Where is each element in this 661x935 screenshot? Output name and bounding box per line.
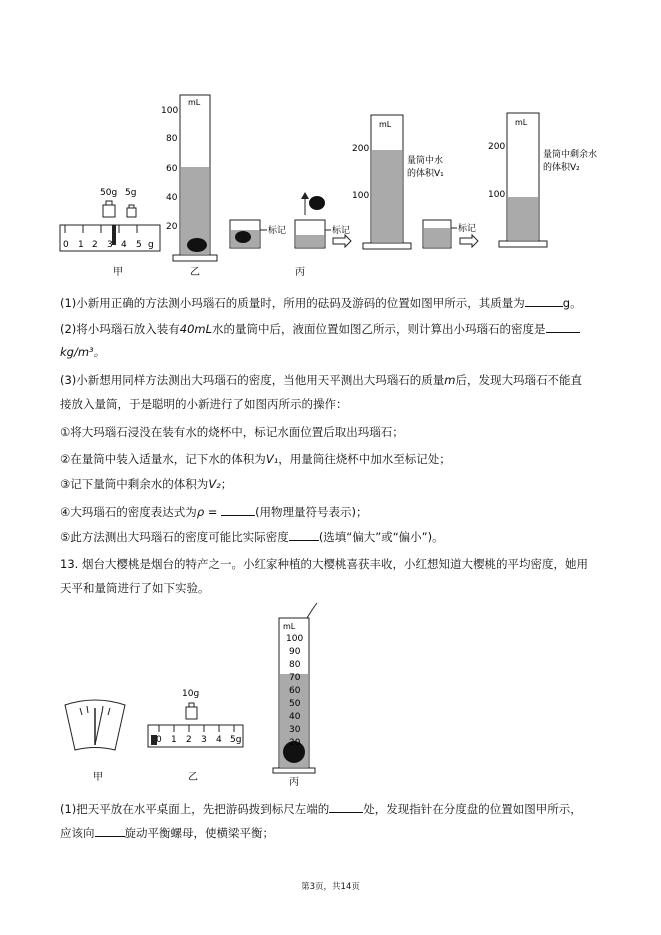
cyl-tick: 200 [352, 144, 370, 154]
q12-part3: (3)小新想用同样方法测出大玛瑙石的密度，当他用天平测出大玛瑙石的质量m后，发现大玛瑙石不能直 [60, 373, 582, 387]
beam-scale [60, 225, 160, 251]
scale-tick: 2 [186, 735, 192, 745]
scale-tick: 5g [230, 735, 242, 745]
cyl-tick: 30 [289, 725, 301, 735]
scale-tick: 4 [216, 735, 222, 745]
answer-blank[interactable] [525, 294, 563, 307]
cyl-tick: 60 [166, 164, 178, 174]
q12-step1: ①将大玛瑙石浸没在装有水的烧杯中，标记水面位置后取出玛瑙石； [60, 425, 404, 439]
cyl-tick: 60 [289, 686, 301, 696]
page-footer: 第3页，共14页 [301, 882, 360, 892]
label-yi: 乙 [188, 772, 198, 783]
cyl-tick: 200 [488, 142, 506, 152]
cyl-tick: 90 [289, 647, 301, 657]
weight-50g [103, 201, 115, 217]
q12-part1: (1)小新用正确的方法测小玛瑙石的质量时，所用的砝码及游码的位置如图甲所示，其质量为 g。 [60, 296, 582, 310]
cyl-tick: 100 [286, 634, 304, 644]
mark-label: 标记 [458, 224, 477, 234]
scale-tick: 3 [201, 735, 207, 745]
label-bing: 丙 [295, 267, 305, 278]
cyl-tick: 40 [289, 712, 301, 722]
answer-blank[interactable] [289, 528, 319, 541]
cyl-tick: 50 [289, 699, 301, 709]
cyl-tick: 20 [166, 222, 178, 232]
cyl-tick: 100 [161, 106, 179, 116]
answer-blank[interactable] [546, 320, 580, 333]
scale-tick: 5 [136, 240, 142, 250]
cylinder-unit: mL [283, 622, 296, 631]
balance-dial [65, 700, 125, 750]
scale-tick: 1 [78, 240, 84, 250]
q12-step2: ②在量筒中装入适量水，记下水的体积为V₁，用量筒往烧杯中加水至标记处； [60, 452, 451, 466]
beam-scale-2 [148, 725, 243, 747]
weight-50g-label: 50g [100, 188, 118, 198]
q12-step3: ③记下量筒中剩余水的体积为V₂； [60, 477, 233, 491]
beaker-1 [230, 220, 286, 248]
mark-label: 标记 [332, 226, 351, 236]
q12-step5: ⑤此方法测出大玛瑙石的密度可能比实际密度 (选填“偏大”或“偏小”)。 [60, 530, 444, 544]
label-jia: 甲 [93, 772, 103, 783]
q13-intro-cont: 天平和量筒进行了如下实验。 [60, 581, 210, 595]
label-bing: 丙 [289, 777, 299, 788]
cyl-tick: 100 [352, 191, 370, 201]
q12-part3-cont: 接放入量筒，于是聪明的小新进行了如图丙所示的操作： [60, 397, 348, 411]
label-jia: 甲 [113, 267, 123, 278]
scale-tick: 2 [92, 240, 98, 250]
cyl-tick: 20 [289, 738, 301, 748]
scale-tick: 0 [156, 735, 162, 745]
cyl-tick: 70 [289, 673, 301, 683]
cylinder-bing [273, 603, 317, 773]
q12-step4: ④大玛瑙石的密度表达式为ρ = (用物理量符号表示)； [60, 505, 368, 519]
answer-blank[interactable] [329, 800, 363, 813]
mark-label: 标记 [268, 226, 287, 236]
caption-v1: 量筒中水 的体积V₁ [407, 156, 444, 179]
scale-unit: g [148, 240, 154, 250]
cyl-tick: 40 [166, 193, 178, 203]
figure-2 [55, 600, 355, 790]
q12-part2-unit: kg/m³。 [60, 345, 106, 359]
answer-blank[interactable] [95, 824, 125, 837]
weight-10g-label: 10g [182, 689, 200, 699]
weight-10g [186, 703, 197, 719]
q13-part1: (1)把天平放在水平桌面上，先把游码拨到标尺左端的 处，发现指针在分度盘的位置如图甲所示， [60, 802, 582, 816]
cylinder-unit: mL [515, 118, 528, 127]
cylinder-yi [161, 95, 217, 261]
weight-5g-label: 5g [125, 188, 137, 198]
cyl-tick: 80 [166, 134, 178, 144]
scale-tick: 1 [171, 735, 177, 745]
scale-tick: 4 [121, 240, 127, 250]
scale-tick: 0 [63, 240, 69, 250]
cylinder-unit: mL [379, 120, 392, 129]
answer-blank[interactable] [221, 503, 255, 516]
cyl-tick: 100 [488, 190, 506, 200]
q12-part2: (2)将小玛瑙石放入装有40mL水的量筒中后，液面位置如图乙所示，则计算出小玛瑙石的密度是 [60, 320, 580, 337]
label-yi: 乙 [190, 267, 200, 278]
beaker-3 [423, 220, 478, 248]
weight-5g [127, 205, 136, 217]
cylinder-v2 [488, 113, 600, 247]
caption-v2: 量筒中剩余水 的体积V₂ [543, 150, 598, 173]
cylinder-unit: mL [188, 98, 201, 107]
q13-part1-cont: 应该向 旋动平衡螺母，使横梁平衡； [60, 826, 274, 840]
figure-1 [55, 85, 615, 285]
cyl-tick: 80 [289, 660, 301, 670]
scale-tick: 3 [107, 240, 113, 250]
q13-intro: 13. 烟台大樱桃是烟台的特产之一。小红家种植的大樱桃喜获丰收，小红想知道大樱桃的平均密度，她用 [60, 557, 588, 571]
